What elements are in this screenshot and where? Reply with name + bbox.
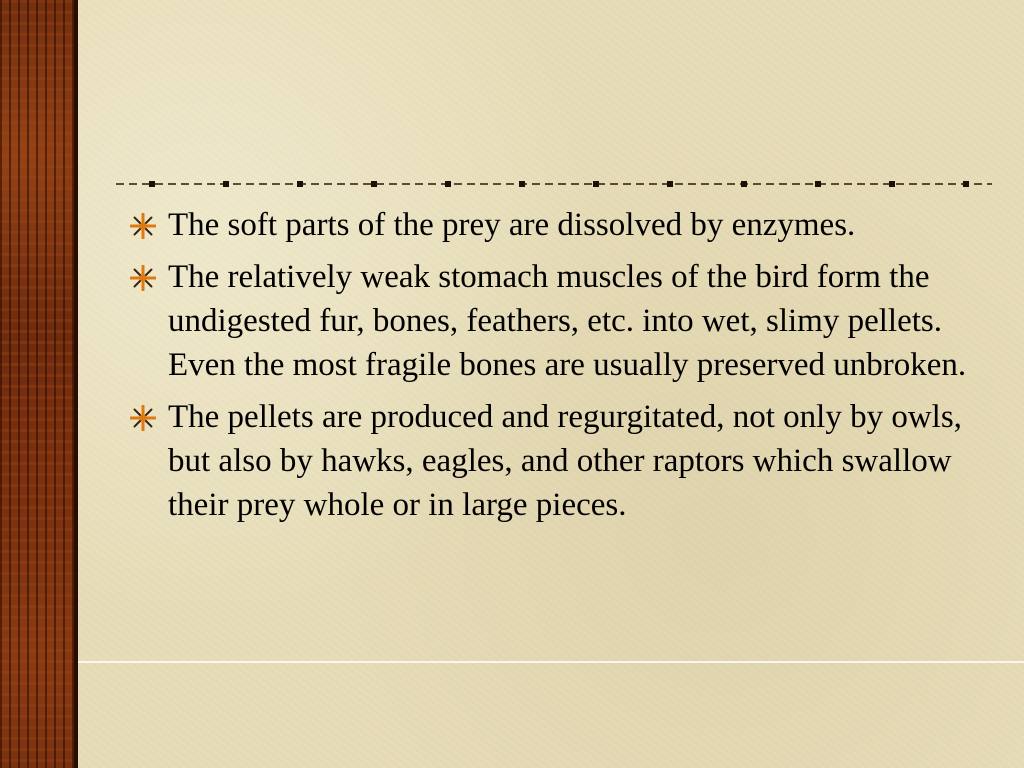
decorative-left-band xyxy=(0,0,78,768)
bullet-text-2: The relatively weak stomach muscles of the bird form the undigested fur, bones, feathers, etc. into wet, slimy pellets. Even the most fragile bones are usually preserved unbroken. xyxy=(168,259,967,383)
bullet-list xyxy=(128,203,988,527)
bullet-item-2 xyxy=(128,255,988,387)
starburst-icon xyxy=(130,405,156,431)
bullet-item-1 xyxy=(128,203,988,247)
starburst-icon xyxy=(130,265,156,291)
bullet-text-3: The pellets are produced and regurgitated, not only by owls, but also by hawks, eagles, and other raptors which swallow their prey whole or in large pieces. xyxy=(168,399,962,523)
starburst-icon xyxy=(130,213,156,239)
bullet-item-3 xyxy=(128,395,988,527)
slide-body xyxy=(128,203,988,535)
bullet-text-1: The soft parts of the prey are dissolved by enzymes. xyxy=(168,207,856,243)
title-divider-rule xyxy=(116,177,992,191)
footer-divider-rule xyxy=(78,661,1024,663)
